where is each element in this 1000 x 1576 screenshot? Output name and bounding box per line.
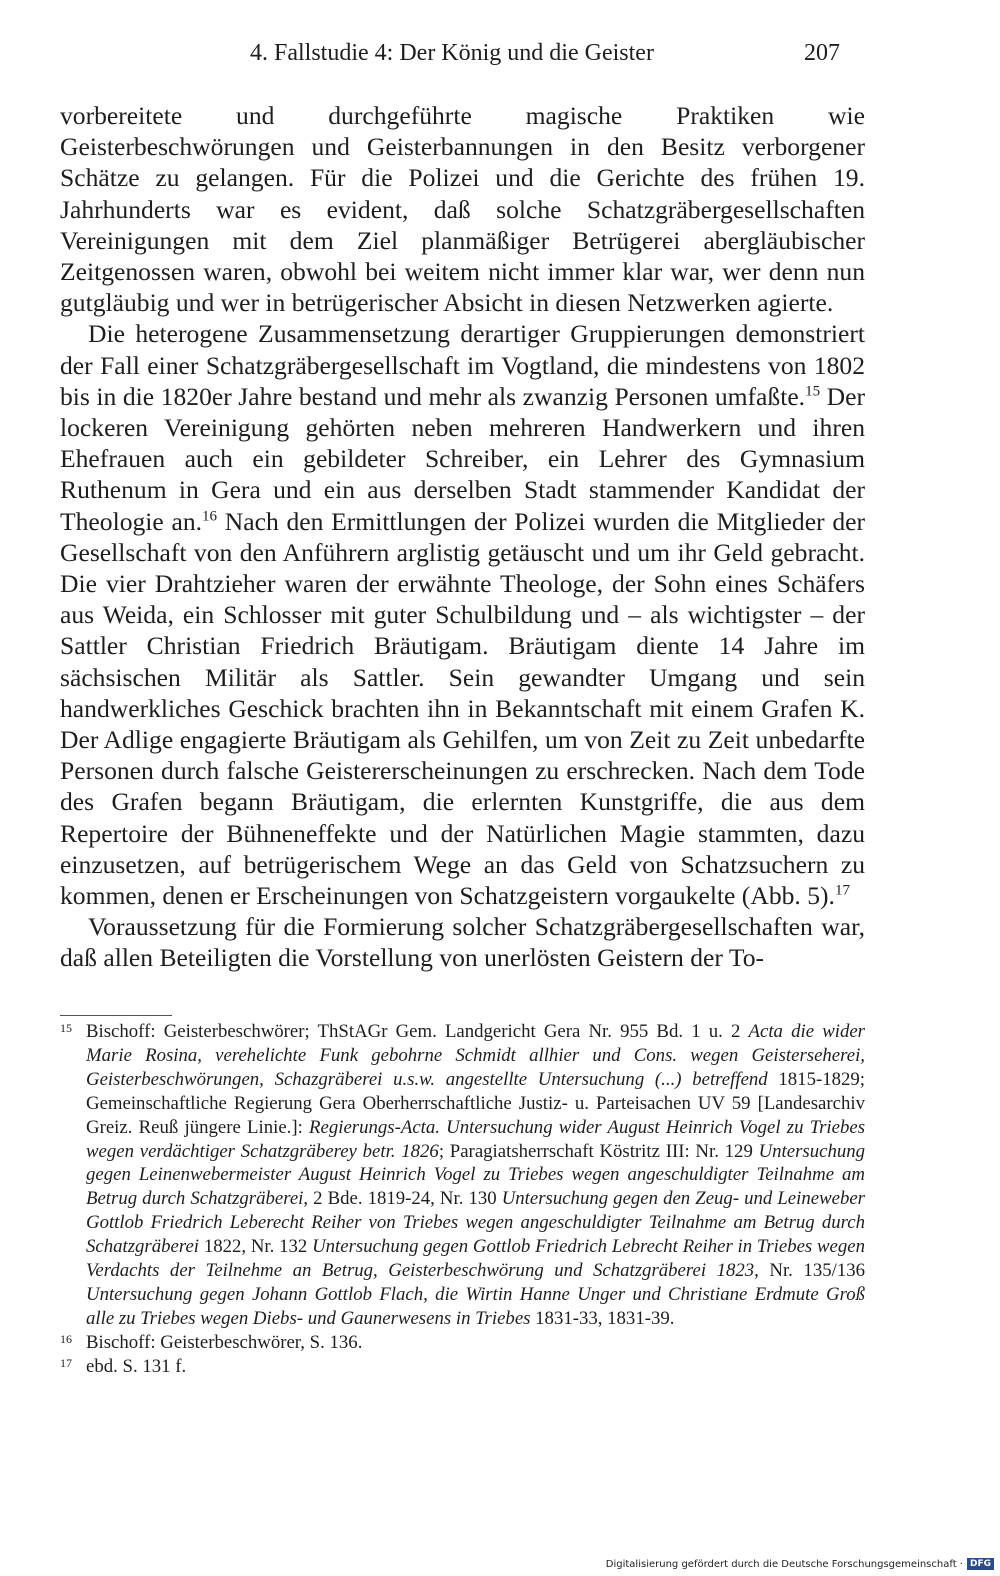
footnote-text: Bischoff: Geisterbeschwörer, S. 136. [86, 1331, 363, 1353]
footnote-number: 15 [60, 1021, 72, 1035]
footnote-title: Acta die wider Marie Rosina, verehelichte Funk gebohrne Schmidt allhier und Cons. wegen Geisterseherei, Geisterbeschwörungen, Schazgräberei u.s.w. angestellte Untersuchung (...) betreffend [86, 1021, 865, 1090]
running-title: 4. Fallstudie 4: Der König und die Geister [250, 40, 654, 66]
footnote-text: 1822, Nr. 132 [199, 1236, 313, 1258]
paragraph-1: vorbereitete und durchgeführte magische Praktiken wie Geisterbeschwörungen und Geisterbannungen in den Besitz verborgener Schätze zu gelangen. Für die Polizei und die Gerichte des frühen 19. Jahrhunderts war es evident, daß solche Schatzgräbergesellschaften Vereinigungen mit dem Ziel planmäßiger Betrügerei abergläubischer Zeitgenossen waren, obwohl bei weitem nicht immer klar war, wer denn nun gutgläubig und wer in betrügerischer Absicht in diesen Netzwerken agierte. [60, 101, 865, 318]
body-text [60, 100, 865, 974]
footnote-title: Untersuchung gegen Gottlob Friedrich Lebrecht Reiher in Triebes wegen Verdachts der Teilnehme an Betrug, Geisterbeschwörung und Schatzgräberei 1823 [86, 1236, 865, 1282]
footnote-title: Regierungs-Acta. Untersuchung wider August Heinrich Vogel zu Triebes wegen verdächtiger Schatzgräberey betr. 1826 [86, 1116, 866, 1162]
footnote-16 [60, 1331, 865, 1355]
paragraph-2-part-a: Die heterogene Zusammensetzung derartiger Gruppierungen demonstriert der Fall einer Schatzgräbergesellschaft im Vogtland, die mindestens von 1802 bis in die 1820er Jahre bestand und mehr als zwanzig Personen umfaßte. [60, 319, 865, 411]
footnote-text: , 2 Bde. 1819-24, Nr. 130 [303, 1188, 502, 1210]
footnote-divider [60, 1015, 172, 1016]
paragraph-2 [60, 318, 865, 911]
footnotes [60, 1020, 865, 1379]
footnote-title: Untersuchung gegen Leinenwebermeister August Heinrich Vogel zu Triebes wegen angeschuldigter Teilnahme am Betrug durch Schatzgräberei [86, 1140, 866, 1210]
footnote-ref-17: 17 [834, 882, 850, 899]
footnote-title: Untersuchung gegen Johann Gottlob Flach, die Wirtin Hanne Unger und Christiane Erdmute Groß alle zu Triebes wegen Diebs- und Gaunerwesens in Triebes [86, 1283, 865, 1329]
credit-text: Digitalisierung gefördert durch die Deutsche Forschungsgemeinschaft · [605, 1558, 963, 1570]
footnote-17 [60, 1355, 865, 1379]
footnote-text: , Nr. 135/136 [754, 1260, 865, 1282]
paragraph-2-part-c: Nach den Ermittlungen der Polizei wurden die Mitglieder der Gesellschaft von den Anführern arglistig getäuscht und um ihr Geld gebracht. Die vier Drahtzieher waren der erwähnte Theologe, der Sohn eines Schäfers aus Weida, ein Schlosser mit guter Schulbildung und – als wichtigster – der Sattler Christian Friedrich Bräutigam. Bräutigam diente 14 Jahre im sächsischen Militär als Sattler. Sein gewandter Umgang und sein handwerkliches Geschick brachten ihn in Bekanntschaft mit einem Grafen K. Der Adlige engagierte Bräutigam als Gehilfen, um von Zeit zu Zeit unbedarfte Personen durch falsche Geistererscheinungen zu erschrecken. Nach dem Tode des Grafen begann Bräutigam, die erlernten Kunstgriffe, die aus dem Repertoire der Bühneneffekte und der Natürlichen Magie stammten, dazu einzusetzen, auf betrügerischem Wege an das Geld von Schatzsuchern zu kommen, denen er Erscheinungen von Schatzgeistern vorgaukelte (Abb. 5). [60, 506, 865, 911]
page-number: 207 [804, 40, 840, 66]
footnote-text: Bischoff: Geisterbeschwörer; ThStAGr Gem. Landgericht Gera Nr. 955 Bd. 1 u. 2 [86, 1021, 749, 1042]
footnote-text: 1831-33, 1831-39. [530, 1307, 675, 1329]
footnote-15 [60, 1020, 865, 1331]
paragraph-2-part-b: Der lockeren Vereinigung gehörten neben mehreren Handwerkern und ihren Ehefrauen auch ein gebildeter Schreiber, ein Lehrer des Gymnasium Ruthenum in Gera und ein aus derselben Stadt stammender Kandidat der Theologie an. [60, 381, 865, 536]
footnote-text: ; Paragiatsherrschaft Köstritz III: Nr. 129 [438, 1140, 759, 1162]
running-header [60, 36, 840, 70]
digitization-credit [606, 1556, 994, 1572]
footnote-title: Untersuchung gegen den Zeug- und Leineweber Gottlob Friedrich Leberecht Reiher von Triebes wegen angeschuldigter Teilnahme am Betrug durch Schatzgräberei [86, 1188, 865, 1258]
paragraph-3: Voraussetzung für die Formierung solcher Schatzgräbergesellschaften war, daß allen Beteiligten die Vorstellung von unerlösten Geistern der To- [60, 912, 865, 973]
footnote-text: 1815-1829; Gemeinschaftliche Regierung Gera Oberherrschaftliche Justiz- u. Parteisachen UV 59 [Landesarchiv Greiz. Reuß jüngere Linie.]: [86, 1068, 865, 1138]
footnote-ref-15: 15 [805, 383, 821, 400]
footnote-text: ebd. S. 131 f. [86, 1355, 187, 1377]
footnote-number: 16 [60, 1331, 72, 1346]
dfg-logo: DFG [967, 1558, 994, 1570]
footnote-number: 17 [60, 1355, 72, 1370]
footnote-ref-16: 16 [202, 508, 218, 525]
